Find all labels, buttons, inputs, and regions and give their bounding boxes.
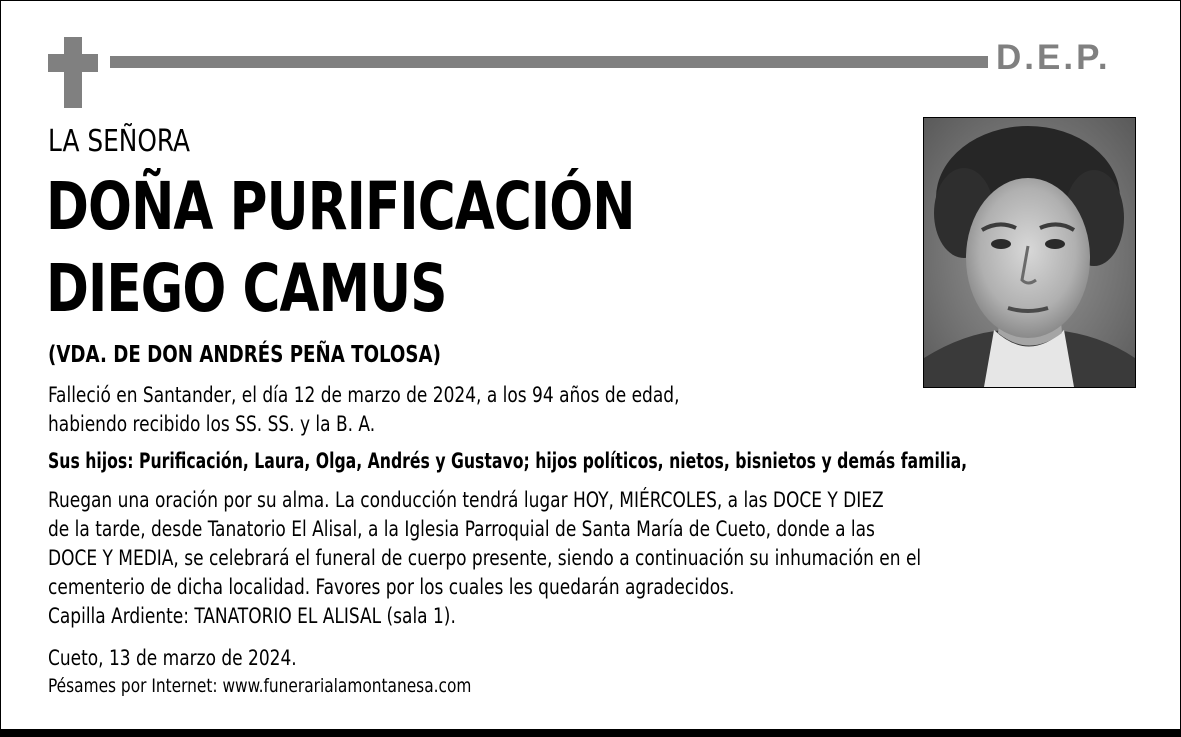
cross-icon-bar	[48, 54, 98, 72]
service-line-1: Ruegan una oración por su alma. La conducción tendrá lugar HOY, MIÉRCOLES, a las DOCE Y DIEZ	[48, 488, 884, 512]
honorific: LA SEÑORA	[48, 124, 191, 159]
deceased-name-line-1: DOÑA PURIFICACIÓN	[46, 168, 635, 245]
portrait-photo	[923, 117, 1136, 388]
portrait-photo-graphic	[924, 118, 1135, 387]
death-line-1: Falleció en Santander, el día 12 de marzo de 2024, a los 94 años de edad,	[48, 383, 680, 407]
deceased-name-line-2: DIEGO CAMUS	[46, 250, 447, 327]
place-date: Cueto, 13 de marzo de 2024.	[48, 646, 297, 670]
service-line-3: DOCE Y MEDIA, se celebrará el funeral de cuerpo presente, siendo a continuación su inhumación en el	[48, 546, 922, 570]
condolences-line: Pésames por Internet: www.funerarialamontanesa.com	[48, 675, 472, 697]
header-rule	[110, 56, 988, 68]
service-line-2: de la tarde, desde Tanatorio El Alisal, a la Iglesia Parroquial de Santa María de Cueto, donde a las	[48, 517, 875, 541]
service-line-4: cementerio de dicha localidad. Favores por los cuales les quedarán agradecidos.	[48, 575, 735, 599]
service-line-5: Capilla Ardiente: TANATORIO EL ALISAL (sala 1).	[48, 604, 456, 628]
cross-icon	[64, 37, 82, 108]
widow-of: (VDA. DE DON ANDRÉS PEÑA TOLOSA)	[48, 342, 441, 368]
dep-mark: D.E.P.	[996, 38, 1111, 77]
family-line: Sus hijos: Purificación, Laura, Olga, Andrés y Gustavo; hijos políticos, nietos, bisnietos y demás familia,	[48, 449, 968, 473]
death-line-2: habiendo recibido los SS. SS. y la B. A.	[48, 412, 376, 436]
